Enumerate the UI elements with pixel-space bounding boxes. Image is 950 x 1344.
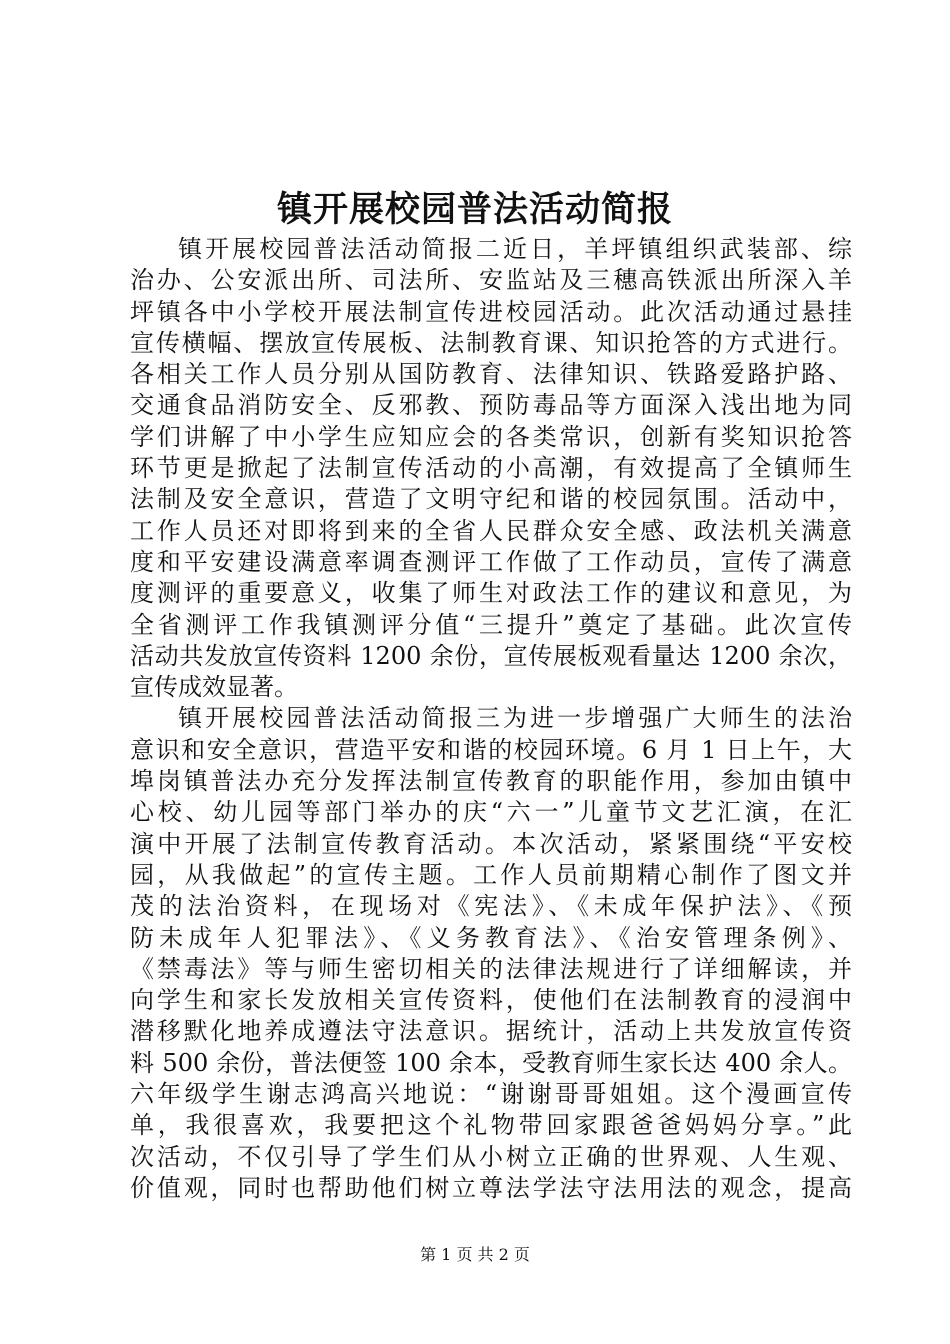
paragraph-line: 治办、公安派出所、司法所、安监站及三穗高铁派出所深入羊	[130, 266, 852, 295]
paragraph-line: 环节更是掀起了法制宣传活动的小高潮，有效提高了全镇师生	[130, 454, 852, 483]
paragraph-line: 交通食品消防安全、反邪教、预防毒品等方面深入浅出地为同	[130, 391, 852, 420]
paragraph-line: 工作人员还对即将到来的全省人民群众安全感、政法机关满意	[130, 516, 852, 545]
paragraph-line: 茂的法治资料，在现场对《宪法》、《未成年保护法》、《预	[130, 892, 852, 921]
paragraph-line: 演中开展了法制宣传教育活动。本次活动，紧紧围绕“平安校	[130, 829, 852, 858]
document-title: 镇开展校园普法活动简报	[276, 189, 673, 230]
paragraph-line: 园，从我做起”的宣传主题。工作人员前期精心制作了图文并	[130, 860, 852, 889]
paragraph-line: 防未成年人犯罪法》、《义务教育法》、《治安管理条例》、	[130, 923, 852, 952]
paragraph-line: 活动共发放宣传资料 1200 余份，宣传展板观看量达 1200 余次，	[130, 641, 852, 670]
paragraph-line: 六年级学生谢志鸿高兴地说：“谢谢哥哥姐姐。这个漫画宣传	[130, 1080, 852, 1109]
paragraph-line: 宣传横幅、摆放宣传展板、法制教育课、知识抢答的方式进行。	[130, 328, 852, 357]
paragraph-line: 度和平安建设满意率调查测评工作做了工作动员，宣传了满意	[130, 547, 852, 576]
paragraph-line: 宣传成效显著。	[130, 673, 298, 702]
paragraph-line: 心校、幼儿园等部门举办的庆“六一”儿童节文艺汇演，在汇	[130, 798, 852, 827]
paragraph-line: 镇开展校园普法活动简报二近日，羊坪镇组织武装部、综	[178, 235, 852, 263]
paragraph-line: 《禁毒法》等与师生密切相关的法律法规进行了详细解读，并	[130, 954, 852, 983]
page-footer: 第 1 页 共 2 页	[420, 1245, 530, 1264]
paragraph-line: 坪镇各中小学校开展法制宣传进校园活动。此次活动通过悬挂	[130, 297, 852, 326]
paragraph-line: 潜移默化地养成遵法守法意识。据统计，活动上共发放宣传资	[130, 1017, 852, 1046]
paragraph-line: 各相关工作人员分别从国防教育、法律知识、铁路爱路护路、	[130, 360, 852, 389]
paragraph-line: 价值观，同时也帮助他们树立尊法学法守法用法的观念，提高	[130, 1173, 852, 1202]
paragraph-line: 意识和安全意识，营造平安和谐的校园环境。6 月 1 日上午，大	[130, 735, 852, 764]
paragraph-line: 向学生和家长发放相关宣传资料，使他们在法制教育的浸润中	[130, 986, 852, 1015]
paragraph-line: 学们讲解了中小学生应知应会的各类常识，创新有奖知识抢答	[130, 422, 852, 451]
paragraph-line: 全省测评工作我镇测评分值“三提升”奠定了基础。此次宣传	[130, 610, 852, 639]
paragraph-line: 料 500 余份，普法便签 100 余本，受教育师生家长达 400 余人。	[130, 1048, 852, 1077]
paragraph-line: 度测评的重要意义，收集了师生对政法工作的建议和意见，为	[130, 579, 852, 608]
paragraph-line: 埠岗镇普法办充分发挥法制宣传教育的职能作用，参加由镇中	[130, 767, 852, 796]
paragraph-line: 单，我很喜欢，我要把这个礼物带回家跟爸爸妈妈分享。”此	[130, 1111, 852, 1140]
document-body	[130, 234, 852, 1204]
paragraph-line: 次活动，不仅引导了学生们从小树立正确的世界观、人生观、	[130, 1142, 852, 1171]
paragraph-line: 镇开展校园普法活动简报三为进一步增强广大师生的法治	[178, 704, 852, 733]
paragraph-line: 法制及安全意识，营造了文明守纪和谐的校园氛围。活动中，	[130, 485, 852, 514]
